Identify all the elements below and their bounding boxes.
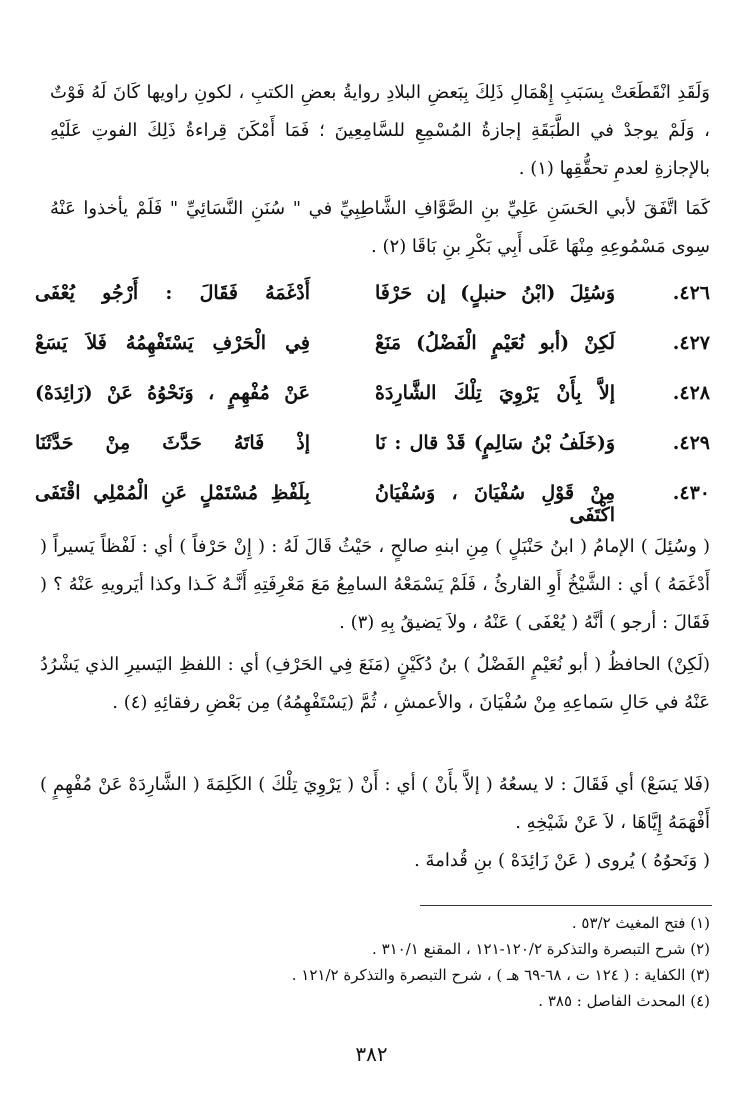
verse-first-hemistich: وَ(خَلَفُ بْنُ سَالِمٍ) قَدْ قال : نَا bbox=[375, 432, 615, 454]
footnote: (١) فتح المغيث ٥٣/٢ . bbox=[571, 914, 710, 932]
intro-paragraph: وَلَقَدِ انْقَطَعَتْ بِسَبَبِ إِهْمَالِ ذَلِكَ بِبَعضِ البلادِ روايةُ بعضِ الكتبِ ، لكونِ راويها كَانَ لَهُ فَوْتٌ ، وَلَمْ يوجدْ في الطَّبَقَةِ إجازةُ المُسْمِعِ للسَّامِعِينَ ؛ فَمَا أَمْكَنَ قِراءةُ ذَلِكَ الفوتِ عَلَيْهِ بالإجازةِ لعدمِ تحقُّقِها (١) . bbox=[50, 82, 710, 179]
verse-number: ٤٢٦. bbox=[672, 282, 710, 304]
second-paragraph: كَمَا اتَّفَقَ لأبي الحَسَنِ عَلِيِّ بنِ الصَّوَّافِ الشَّاطِبِيِّ في " سُنَنِ النَّسَائِيِّ " فَلَمْ يأخذوا عَنْهُ سِوى مَسْمُوعِهِ مِنْهَا عَلَى أَبِي بَكْرِ بنِ بَاقَا (٢) . bbox=[50, 198, 710, 257]
verse-number: ٤٢٩. bbox=[672, 432, 710, 454]
verse-428 bbox=[35, 382, 710, 420]
verse-first-hemistich: إلاَّ بِأَنْ يَرْوِيَ تِلْكَ الشَّارِدَهْ bbox=[375, 382, 615, 404]
verse-427 bbox=[35, 332, 710, 370]
verse-second-hemistich: إذْ فَاتَهُ حَدَّثَ مِنْ حَدَّثَنَا bbox=[35, 432, 310, 454]
verse-first-hemistich: مِنْ قَوْلِ سُفْيَانَ ، وَسُفْيَانُ اكْتَفَى bbox=[375, 482, 615, 526]
verse-number: ٤٣٠. bbox=[672, 482, 710, 504]
verse-430 bbox=[35, 482, 710, 526]
commentary-paragraph: (لَكِنْ) الحافظُ ( أبو نُعَيْمٍ الفَضْلُ ) بنُ دُكَيْنٍ (مَنَعَ فِي الحَرْفِ) أي : اللفظِ اليَسيرِ الذي يَشْرُدُ عَنْهُ في حَالِ سَماعِهِ مِنْ سُفْيَانَ ، والأعمشِ ، ثُمَّ (يَسْتَفْهِمُهُ) مِن بَعْضِ رفقائِهِ (٤) . bbox=[40, 654, 710, 713]
verse-429 bbox=[35, 432, 710, 470]
verse-second-hemistich: فِي الْحَرْفِ يَسْتَفْهِمُهُ فَلاَ يَسَعْ bbox=[35, 332, 310, 354]
commentary-paragraph: ( وَنَحوُهُ ) يُروى ( عَنْ زَائِدَهْ ) بنِ قُدامةَ . bbox=[414, 850, 710, 871]
footnotes bbox=[40, 910, 710, 1014]
footnote: (٣) الكفاية : ( ١٢٤ ت ، ٦٨-٦٩ هـ ) ، شرح التبصرة والتذكرة ١٢١/٢ . bbox=[291, 966, 710, 984]
verse-second-hemistich: عَنْ مُفْهِمٍ ، وَنَحْوُهُ عَنْ (زَائِدَهْ) bbox=[35, 382, 310, 404]
commentary-paragraph: (فَلا يَسَعْ) أي فَقَالَ : لا يسعُهُ ( إلاَّ بأَنْ ) أي : أَنْ ( يَرْوِيَ تِلْكَ ) الكَلِمَةَ ( الشَّارِدَهْ عَنْ مُفْهِمٍ ) أَفْهَمَهُ إِيَّاهَا ، لاَ عَنْ شَيْخِهِ . bbox=[40, 774, 710, 833]
verse-number: ٤٢٨. bbox=[672, 382, 710, 404]
verse-second-hemistich: بِلَفْظِ مُسْتَمْلٍ عَنِ الْمُمْلِي اقْتَفَى bbox=[35, 482, 310, 504]
page-number: ٣٨٢ bbox=[355, 1042, 388, 1066]
footnote: (٢) شرح التبصرة والتذكرة ١٢٠/٢-١٢١ ، المقنع ٣١٠/١ . bbox=[372, 940, 710, 958]
verse-second-hemistich: أَدْغَمَهُ فَقَالَ : أَرْجُو يُعْفَى bbox=[35, 282, 310, 304]
commentary-paragraph: ( وسُئِلَ ) الإمامُ ( ابنُ حَنْبَلٍ ) مِنِ ابنهِ صالحٍ ، حَيْثُ قَالَ لَهُ : ( إِنْ حَرْفاً ) أي : لَفْظاً يَسيراً ( أَدْغَمَهُ ) أي : الشَّيْخُ أَوِ القارئُ ، فَلَمْ يَسْمَعْهُ السامِعُ مَعَ مَعْرِفَتِهِ أَنَّـهُ كَـذا وكذا أيَرويهِ عَنْهُ ؟ ( فَقَالَ : أرجو ) أنَّهُ ( يُعْفَى ) عَنْهُ ، ولاَ يَضيقُ بِهِ (٣) . bbox=[40, 536, 710, 633]
verse-first-hemistich: وَسُئِلَ (ابْنُ حنبلٍ) إن حَرْفَا bbox=[375, 282, 615, 304]
verse-426 bbox=[35, 282, 710, 320]
footnote: (٤) المحدث الفاصل : ٣٨٥ . bbox=[538, 992, 710, 1010]
commentary-block bbox=[40, 766, 710, 880]
verse-first-hemistich: لَكِنْ (أبو نُعَيْمٍ الْفَضْلُ) مَنَعْ bbox=[375, 332, 615, 354]
footnote-divider bbox=[420, 905, 712, 906]
verse-number: ٤٢٧. bbox=[672, 332, 710, 354]
